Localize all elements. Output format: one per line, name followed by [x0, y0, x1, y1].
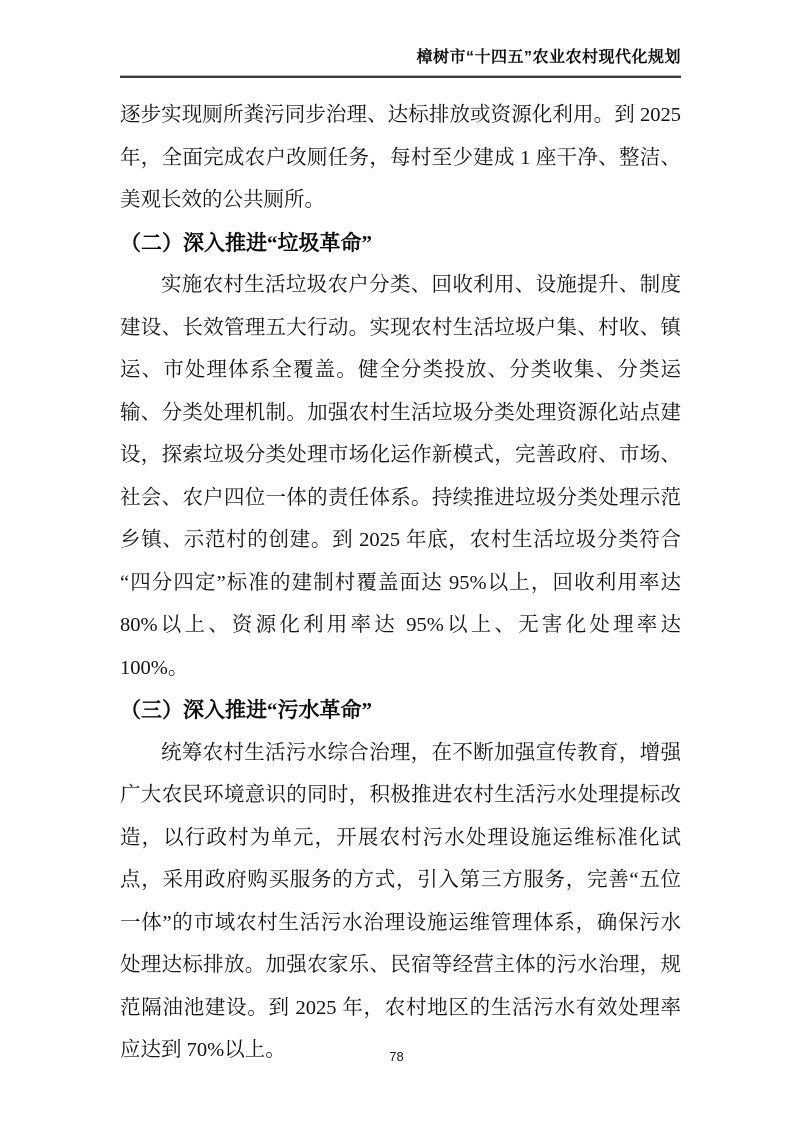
section-heading-garbage-revolution: （二）深入推进“垃圾革命”: [120, 230, 372, 255]
paragraph-garbage-revolution: 实施农村生活垃圾农户分类、回收利用、设施提升、制度建设、长效管理五大行动。实现农村生活垃圾户集、村收、镇运、市处理体系全覆盖。健全分类投放、分类收集、分类运输、分类处理机制。加强农村生活垃圾分类处理资源化站点建设，探索垃圾分类处理市场化运作新模式，完善政府、市场、社会、农户四位一体的责任体系。持续推进垃圾分类处理示范乡镇、示范村的创建。到 2025 年底，农村生活垃圾分类符合“四分四定”标准的建制村覆盖面达 95%以上，回收利用率达 80%以上、资源化利用率达 95%以上、无害化处理率达 100%。: [120, 274, 681, 679]
header-title: 樟树市“十四五”农业农村现代化规划: [416, 49, 681, 66]
paragraph-toilet-revolution-continuation: 逐步实现厕所粪污同步治理、达标排放或资源化利用。到 2025 年，全面完成农户改厕任务，每村至少建成 1 座干净、整洁、美观长效的公共厕所。: [120, 104, 681, 211]
document-body: [120, 94, 681, 1072]
page-header: [120, 48, 681, 78]
page-footer: [0, 1048, 793, 1066]
paragraph-sewage-revolution: 统筹农村生活污水综合治理，在不断加强宣传教育，增强广大农民环境意识的同时，积极推进农村生活污水处理提标改造，以行政村为单元，开展农村污水处理设施运维标准化试点，采用政府购买服务的方式，引入第三方服务，完善“五位一体”的市域农村生活污水治理设施运维管理体系，确保污水处理达标排放。加强农家乐、民宿等经营主体的污水治理，规范隔油池建设。到 2025 年，农村地区的生活污水有效处理率应达到 70%以上。: [120, 741, 681, 1061]
header-rule: [120, 75, 681, 78]
section-heading-sewage-revolution: （三）深入推进“污水革命”: [120, 698, 372, 722]
page-number: 78: [389, 1049, 404, 1064]
